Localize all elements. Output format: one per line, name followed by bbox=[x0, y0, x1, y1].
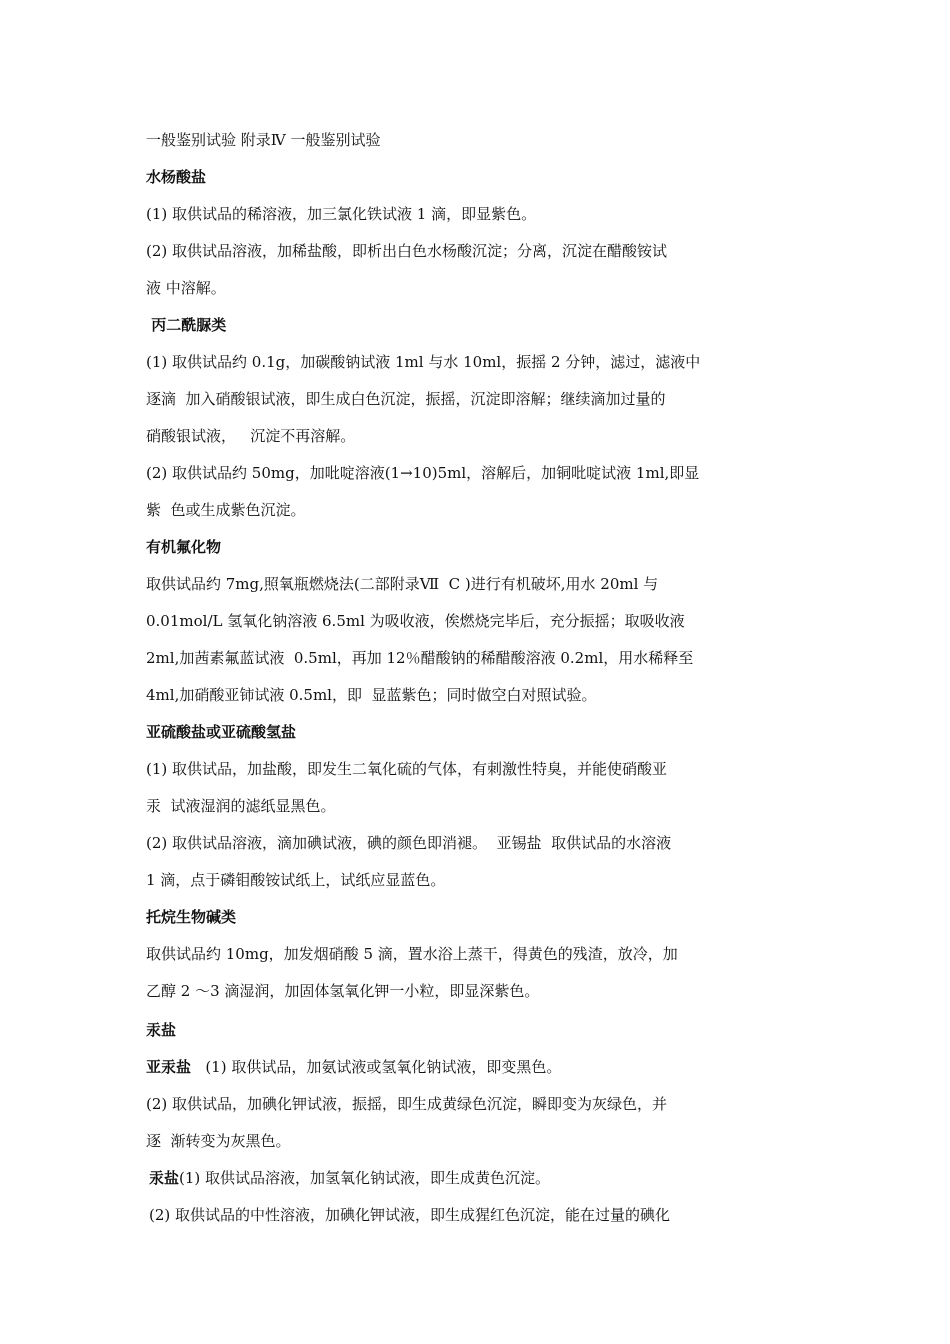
section-heading: 丙二酰脲类 bbox=[146, 316, 227, 334]
paragraph-line: 乙醇 2 ～3 滴湿润，加固体氢氧化钾一小粒，即显深紫色。 bbox=[146, 982, 540, 1000]
document-body bbox=[146, 122, 810, 1234]
section-heading: 亚硫酸盐或亚硫酸氢盐 bbox=[146, 723, 297, 741]
paragraph-line: (1) 取供试品的稀溶液，加三氯化铁试液 1 滴，即显紫色。 bbox=[146, 205, 537, 223]
paragraph-line: 硝酸银试液， 沉淀不再溶解。 bbox=[146, 427, 356, 445]
paragraph-text: (1) 取供试品，加氨试液或氢氧化钠试液，即变黑色。 bbox=[191, 1058, 562, 1076]
paragraph-line: (2) 取供试品溶液，加稀盐酸，即析出白色水杨酸沉淀；分离，沉淀在醋酸铵试 bbox=[146, 242, 668, 260]
paragraph-text: (1) 取供试品溶液，加氢氧化钠试液，即生成黄色沉淀。 bbox=[179, 1169, 551, 1187]
paragraph-line: (2) 取供试品约 50mg，加吡啶溶液(1→10)5ml，溶解后，加铜吡啶试液 1ml,即显 bbox=[146, 464, 700, 482]
section-heading: 汞盐 bbox=[146, 1021, 177, 1039]
paragraph-line: 逐滴 加入硝酸银试液，即生成白色沉淀，振摇，沉淀即溶解；继续滴加过量的 bbox=[146, 390, 666, 408]
section-heading: 有机氟化物 bbox=[146, 538, 222, 556]
paragraph-line: 取供试品约 10mg，加发烟硝酸 5 滴，置水浴上蒸干，得黄色的残渣，放冷，加 bbox=[146, 945, 678, 963]
paragraph-line: 逐 渐转变为灰黑色。 bbox=[146, 1132, 291, 1150]
paragraph-line bbox=[146, 1160, 810, 1197]
paragraph-line: (1) 取供试品，加盐酸，即发生二氧化硫的气体，有刺激性特臭，并能使硝酸亚 bbox=[146, 760, 668, 778]
paragraph-line: 紫 色或生成紫色沉淀。 bbox=[146, 501, 306, 519]
paragraph-line: 2ml,加茜素氟蓝试液 0.5ml，再加 12％醋酸钠的稀醋酸溶液 0.2ml，用水稀释至 bbox=[146, 649, 694, 667]
paragraph-line: 4ml,加硝酸亚铈试液 0.5ml，即 显蓝紫色；同时做空白对照试验。 bbox=[146, 686, 597, 704]
paragraph-line: 取供试品约 7mg,照氧瓶燃烧法(二部附录Ⅶ C )进行有机破坏,用水 20ml 与 bbox=[146, 575, 659, 593]
paragraph-line: 0.01mol/L 氢氧化钠溶液 6.5ml 为吸收液，俟燃烧完毕后，充分振摇；取吸收液 bbox=[146, 612, 685, 630]
paragraph-line: 液 中溶解。 bbox=[146, 279, 226, 297]
subheading-mercuric: 汞盐 bbox=[149, 1169, 180, 1187]
section-heading: 水杨酸盐 bbox=[146, 168, 207, 186]
subheading-mercurous: 亚汞盐 bbox=[146, 1058, 192, 1076]
document-title: 一般鉴别试验 附录Ⅳ 一般鉴别试验 bbox=[146, 131, 381, 149]
paragraph-line: (1) 取供试品约 0.1g，加碳酸钠试液 1ml 与水 10ml，振摇 2 分钟，滤过，滤液中 bbox=[146, 353, 701, 371]
paragraph-line: (2) 取供试品的中性溶液，加碘化钾试液，即生成猩红色沉淀，能在过量的碘化 bbox=[149, 1206, 671, 1224]
paragraph-line: (2) 取供试品溶液，滴加碘试液，碘的颜色即消褪。 亚锡盐 取供试品的水溶液 bbox=[146, 834, 672, 852]
paragraph-line: 1 滴，点于磷钼酸铵试纸上，试纸应显蓝色。 bbox=[146, 871, 446, 889]
paragraph-line: 汞 试液湿润的滤纸显黑色。 bbox=[146, 797, 336, 815]
paragraph-line: (2) 取供试品，加碘化钾试液，振摇，即生成黄绿色沉淀，瞬即变为灰绿色，并 bbox=[146, 1095, 668, 1113]
section-heading: 托烷生物碱类 bbox=[146, 908, 237, 926]
paragraph-line bbox=[146, 1049, 810, 1086]
